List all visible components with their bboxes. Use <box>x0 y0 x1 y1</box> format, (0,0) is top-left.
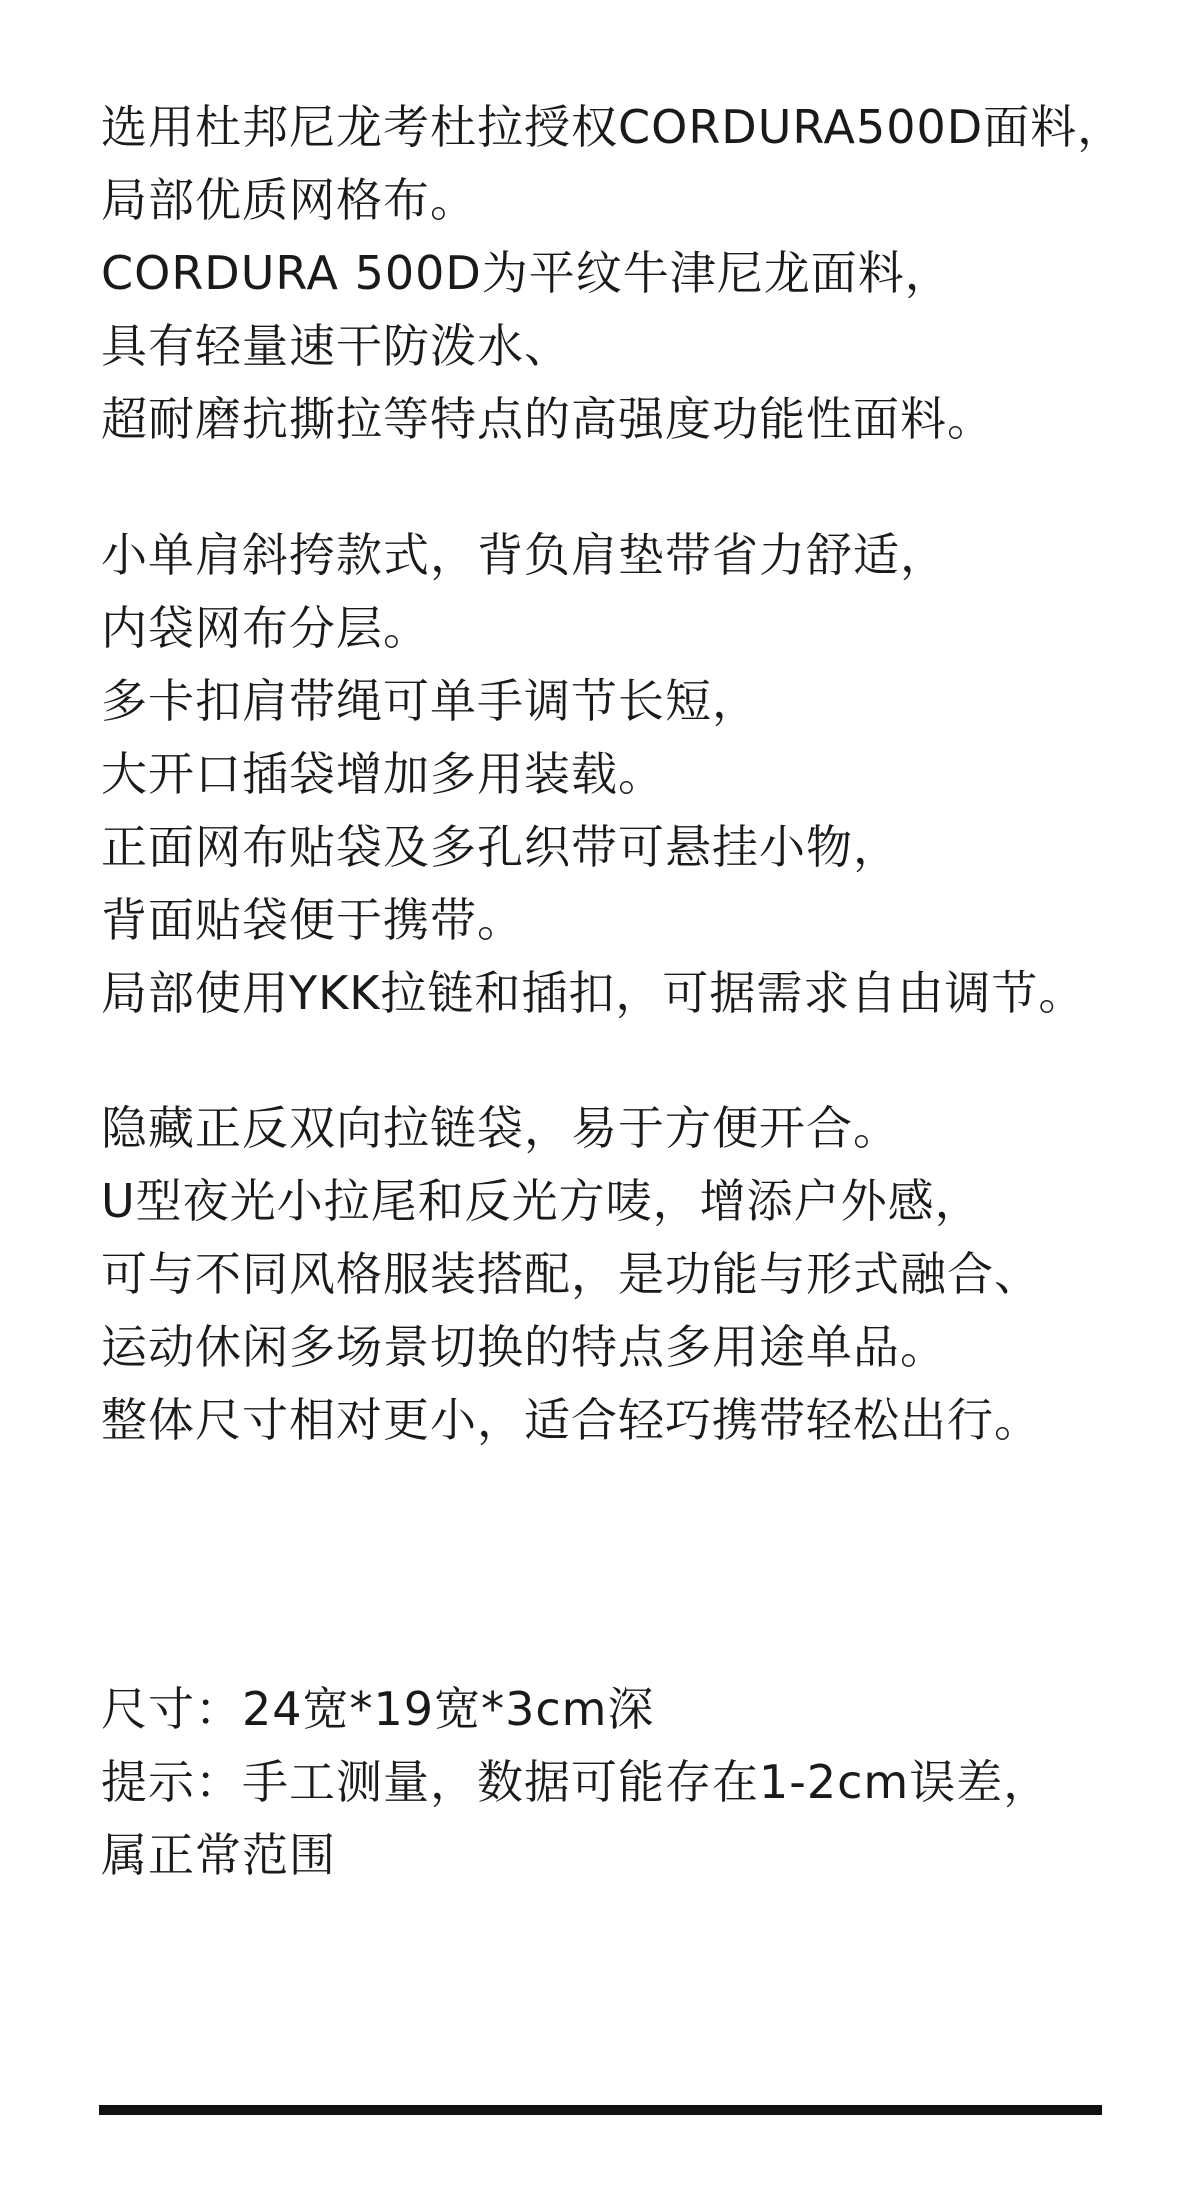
text-line: 背面贴袋便于携带。 <box>101 893 524 947</box>
material-paragraph <box>101 91 1181 456</box>
bottom-divider <box>99 2105 1102 2115</box>
text-line: 局部使用YKK拉链和插扣，可据需求自由调节。 <box>101 966 1086 1020</box>
text-line: 选用杜邦尼龙考杜拉授权CORDURA500D面料， <box>101 100 1125 154</box>
measurement-note-line: 属正常范围 <box>101 1828 336 1882</box>
text-line: U型夜光小拉尾和反光方唛，增添户外感， <box>101 1174 982 1228</box>
text-line: CORDURA 500D为平纹牛津尼龙面料， <box>101 246 952 300</box>
design-paragraph <box>101 519 1181 1030</box>
size-paragraph <box>101 1673 1181 1892</box>
text-line: 可与不同风格服装搭配，是功能与形式融合、 <box>101 1247 1041 1301</box>
text-line: 内袋网布分层。 <box>101 601 430 655</box>
text-line: 大开口插袋增加多用装载。 <box>101 747 665 801</box>
text-line: 局部优质网格布。 <box>101 173 477 227</box>
text-line: 整体尺寸相对更小，适合轻巧携带轻松出行。 <box>101 1393 1041 1447</box>
text-line: 隐藏正反双向拉链袋，易于方便开合。 <box>101 1101 900 1155</box>
text-line: 运动休闲多场景切换的特点多用途单品。 <box>101 1320 947 1374</box>
text-line: 小单肩斜挎款式，背负肩垫带省力舒适， <box>101 528 947 582</box>
text-line: 超耐磨抗撕拉等特点的高强度功能性面料。 <box>101 392 994 446</box>
features-paragraph <box>101 1092 1181 1457</box>
text-line: 具有轻量速干防泼水、 <box>101 319 571 373</box>
text-line: 正面网布贴袋及多孔织带可悬挂小物， <box>101 820 900 874</box>
text-line: 多卡扣肩带绳可单手调节长短， <box>101 674 759 728</box>
size-line: 尺寸：24宽*19宽*3cm深 <box>101 1682 655 1736</box>
measurement-note-line: 提示：手工测量，数据可能存在1-2cm误差， <box>101 1755 1051 1809</box>
